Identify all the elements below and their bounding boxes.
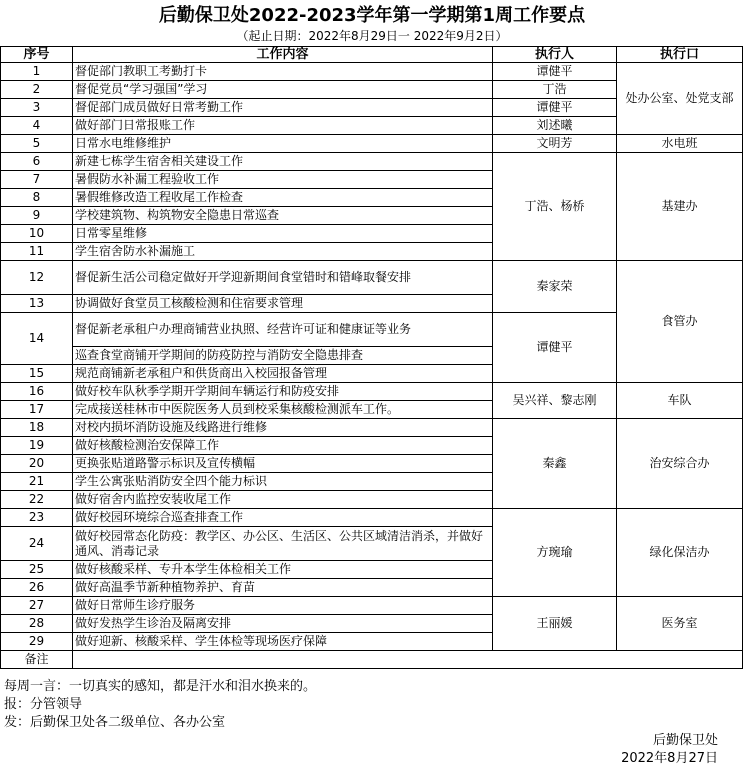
row-num: 17 bbox=[1, 401, 73, 419]
row-exec: 谭健平 bbox=[493, 313, 617, 383]
row-exec: 秦家荣 bbox=[493, 261, 617, 313]
footer bbox=[0, 678, 744, 732]
row-exec: 王丽媛 bbox=[493, 597, 617, 651]
document-title: 后勤保卫处2022-2023学年第一学期第1周工作要点 bbox=[158, 5, 586, 26]
row-num: 21 bbox=[1, 473, 73, 491]
row-unit: 基建办 bbox=[617, 153, 743, 261]
row-unit: 处办公室、处党支部 bbox=[617, 63, 743, 135]
row-task: 更换张贴道路警示标识及宣传横幅 bbox=[73, 455, 493, 473]
table-header-row bbox=[1, 47, 743, 63]
send-to: 发：后勤保卫处各二级单位、各办公室 bbox=[4, 715, 226, 730]
row-num: 29 bbox=[1, 633, 73, 651]
row-num: 25 bbox=[1, 561, 73, 579]
row-task: 做好迎新、核酸采样、学生体检等现场医疗保障 bbox=[73, 633, 493, 651]
row-task: 做好校园常态化防疫：教学区、办公区、生活区、公共区域清洁消杀，并做好通风、消毒记录 bbox=[73, 527, 493, 561]
row-num: 9 bbox=[1, 207, 73, 225]
row-exec: 丁浩、杨桥 bbox=[493, 153, 617, 261]
row-task: 新建七栋学生宿舍相关建设工作 bbox=[73, 153, 493, 171]
row-num: 4 bbox=[1, 117, 73, 135]
row-exec: 丁浩 bbox=[493, 81, 617, 99]
row-num: 2 bbox=[1, 81, 73, 99]
row-num: 8 bbox=[1, 189, 73, 207]
row-num: 6 bbox=[1, 153, 73, 171]
row-task: 做好部门日常报账工作 bbox=[73, 117, 493, 135]
table-row bbox=[1, 261, 743, 295]
row-num: 15 bbox=[1, 365, 73, 383]
row-unit: 水电班 bbox=[617, 135, 743, 153]
row-exec: 秦鑫 bbox=[493, 419, 617, 509]
row-num: 26 bbox=[1, 579, 73, 597]
row-unit: 食管办 bbox=[617, 261, 743, 383]
row-num: 1 bbox=[1, 63, 73, 81]
row-num: 14 bbox=[1, 313, 73, 365]
header-num: 序号 bbox=[1, 47, 73, 63]
row-task: 学校建筑物、构筑物安全隐患日常巡查 bbox=[73, 207, 493, 225]
row-task: 规范商铺新老承租户和供货商出入校园报备管理 bbox=[73, 365, 493, 383]
row-task: 协调做好食堂员工核酸检测和住宿要求管理 bbox=[73, 295, 493, 313]
table-row bbox=[1, 153, 743, 171]
row-num: 10 bbox=[1, 225, 73, 243]
row-num: 11 bbox=[1, 243, 73, 261]
row-unit: 车队 bbox=[617, 383, 743, 419]
row-task: 做好宿舍内监控安装收尾工作 bbox=[73, 491, 493, 509]
row-task: 督促党员“学习强国”学习 bbox=[73, 81, 493, 99]
row-task: 督促新老承租户办理商铺营业执照、经营许可证和健康证等业务 bbox=[73, 313, 493, 347]
row-task: 日常零星维修 bbox=[73, 225, 493, 243]
row-num: 22 bbox=[1, 491, 73, 509]
row-task: 督促部门成员做好日常考勤工作 bbox=[73, 99, 493, 117]
row-task: 做好核酸采样、专升本学生体检相关工作 bbox=[73, 561, 493, 579]
row-task: 做好高温季节新种植物养护、育苗 bbox=[73, 579, 493, 597]
row-num: 16 bbox=[1, 383, 73, 401]
table-row bbox=[1, 63, 743, 81]
row-task: 做好校园环境综合巡查排查工作 bbox=[73, 509, 493, 527]
row-num: 3 bbox=[1, 99, 73, 117]
row-task: 学生公寓张贴消防安全四个能力标识 bbox=[73, 473, 493, 491]
row-exec: 吴兴祥、黎志刚 bbox=[493, 383, 617, 419]
row-exec: 谭健平 bbox=[493, 99, 617, 117]
date-range: （起止日期：2022年8月29日一 2022年9月2日） bbox=[236, 29, 508, 43]
row-num: 13 bbox=[1, 295, 73, 313]
weekly-motto: 每周一言：一切真实的感知，都是汗水和泪水换来的。 bbox=[4, 679, 317, 694]
row-num: 19 bbox=[1, 437, 73, 455]
report-to: 报：分管领导 bbox=[4, 697, 83, 712]
row-num: 20 bbox=[1, 455, 73, 473]
header-unit: 执行口 bbox=[617, 47, 743, 63]
row-task: 做好校车队秋季学期开学期间车辆运行和防疫安排 bbox=[73, 383, 493, 401]
row-exec: 谭健平 bbox=[493, 63, 617, 81]
row-num: 12 bbox=[1, 261, 73, 295]
row-task: 巡查食堂商铺开学期间的防疫防控与消防安全隐患排查 bbox=[73, 347, 493, 365]
remark-content bbox=[73, 651, 743, 669]
row-unit: 治安综合办 bbox=[617, 419, 743, 509]
work-table bbox=[0, 46, 743, 669]
row-num: 5 bbox=[1, 135, 73, 153]
row-unit: 绿化保洁办 bbox=[617, 509, 743, 597]
row-task: 日常水电维修维护 bbox=[73, 135, 493, 153]
remark-row bbox=[1, 651, 743, 669]
signature-date: 2022年8月27日 bbox=[621, 751, 718, 766]
row-task: 做好核酸检测治安保障工作 bbox=[73, 437, 493, 455]
header-task: 工作内容 bbox=[73, 47, 493, 63]
row-task: 学生宿舍防水补漏施工 bbox=[73, 243, 493, 261]
row-num: 23 bbox=[1, 509, 73, 527]
row-num: 28 bbox=[1, 615, 73, 633]
row-unit: 医务室 bbox=[617, 597, 743, 651]
row-task: 做好发热学生诊治及隔离安排 bbox=[73, 615, 493, 633]
row-task: 督促部门教职工考勤打卡 bbox=[73, 63, 493, 81]
row-task: 完成接送桂林市中医院医务人员到校采集核酸检测派车工作。 bbox=[73, 401, 493, 419]
row-num: 24 bbox=[1, 527, 73, 561]
header-exec: 执行人 bbox=[493, 47, 617, 63]
table-row bbox=[1, 509, 743, 527]
table-row bbox=[1, 383, 743, 401]
row-task: 对校内损坏消防设施及线路进行维修 bbox=[73, 419, 493, 437]
row-exec: 文明芳 bbox=[493, 135, 617, 153]
table-row bbox=[1, 135, 743, 153]
row-num: 7 bbox=[1, 171, 73, 189]
remark-label: 备注 bbox=[1, 651, 73, 669]
table-row bbox=[1, 419, 743, 437]
row-task: 督促新生活公司稳定做好开学迎新期间食堂错时和错峰取餐安排 bbox=[73, 261, 493, 295]
signature bbox=[621, 732, 718, 768]
row-num: 27 bbox=[1, 597, 73, 615]
signature-org: 后勤保卫处 bbox=[652, 733, 718, 748]
row-task: 做好日常师生诊疗服务 bbox=[73, 597, 493, 615]
row-task: 暑假维修改造工程收尾工作检查 bbox=[73, 189, 493, 207]
row-exec: 方琬瑜 bbox=[493, 509, 617, 597]
row-exec: 刘述曦 bbox=[493, 117, 617, 135]
table-row bbox=[1, 597, 743, 615]
row-task: 暑假防水补漏工程验收工作 bbox=[73, 171, 493, 189]
row-num: 18 bbox=[1, 419, 73, 437]
